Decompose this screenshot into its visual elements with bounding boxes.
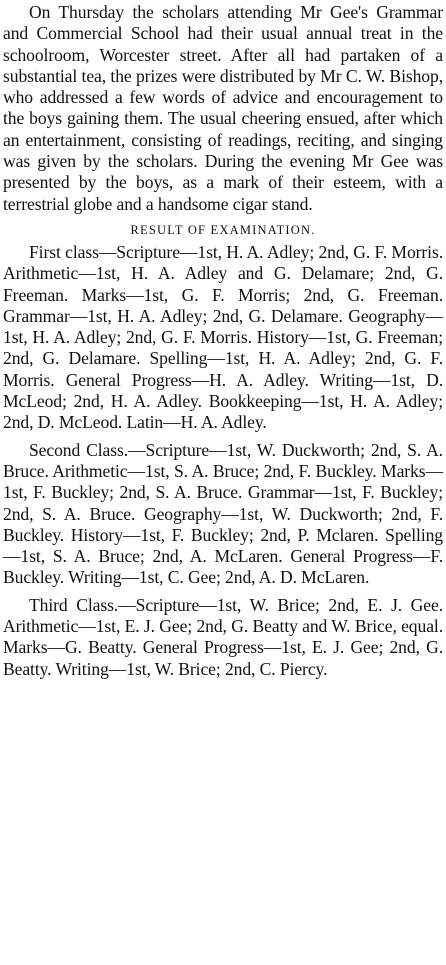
results-heading: RESULT OF EXAMINATION.	[130, 222, 316, 237]
third-class-results: Third Class.—Scripture—1st, W. Brice; 2nd, E. J. Gee. Arithmetic—1st, E. J. Gee; 2nd, G. Beatty and W. Brice, equal. Marks—G. Beatty. General Progress—1st, E. J. Gee; 2nd, G. Beatty. Writing—1st, W. Brice; 2nd, C. Piercy.	[3, 594, 443, 679]
intro-paragraph: On Thursday the scholars attending Mr Gee's Grammar and Commercial School had their usual annual treat in the schoolroom, Worcester street. After all had partaken of a substantial tea, the prizes were distributed by Mr C. W. Bishop, who addressed a few words of advice and encouragement to the boys gaining them. The usual cheering ensued, after which an entertainment, consisting of readings, reciting, and singing was given by the scholars. During the evening Mr Gee was presented by the boys, as a mark of their esteem, with a terrestrial globe and a handsome cigar stand.	[3, 2, 443, 214]
first-class-results: First class—Scripture—1st, H. A. Adley; 2nd, G. F. Morris. Arithmetic—1st, H. A. Adley and G. Delamare; 2nd, G. Freeman. Marks—1st, G. F. Morris; 2nd, G. Freeman. Grammar—1st, H. A. Adley; 2nd, G. Delamare. Geography—1st, H. A. Adley; 2nd, G. F. Morris. History—1st, G. Freeman; 2nd, G. Delamare. Spelling—1st, H. A. Adley; 2nd, G. F. Morris. General Progress—H. A. Adley. Writing—1st, D. McLeod; 2nd, H. A. Adley. Bookkeeping—1st, H. A. Adley; 2nd, D. McLeod. Latin—H. A. Adley.	[3, 241, 443, 433]
second-class-results: Second Class.—Scripture—1st, W. Duckworth; 2nd, S. A. Bruce. Arithmetic—1st, S. A. Bruce; 2nd, F. Buckley. Marks—1st, F. Buckley; 2nd, S. A. Bruce. Grammar—1st, F. Buckley; 2nd, S. A. Bruce. Geography—1st, W. Duckworth; 2nd, F. Buckley. History—1st, F. Buckley; 2nd, P. Mclaren. Spelling—1st, S. A. Bruce; 2nd, A. McLaren. General Progress—F. Buckley. Writing—1st, C. Gee; 2nd, A. D. McLaren.	[3, 439, 443, 588]
